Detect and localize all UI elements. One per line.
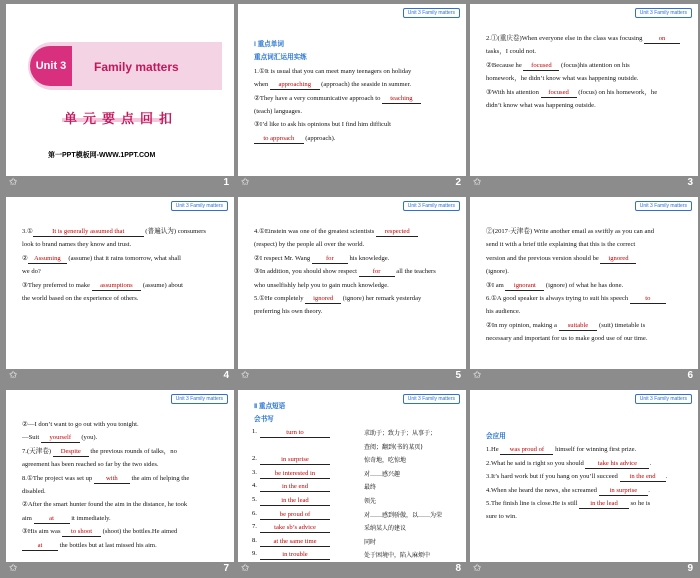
phrase-row <box>252 442 460 454</box>
unit-tag: Unit 3 Family matters <box>635 8 692 18</box>
star-icon[interactable]: ✩ <box>241 563 250 574</box>
answer-blank: focused <box>541 88 577 98</box>
exercise-line <box>254 118 458 131</box>
slide-footer <box>6 369 234 385</box>
slide-body <box>486 32 690 112</box>
exercise-line <box>254 265 458 278</box>
answer-blank: for <box>359 267 395 277</box>
slide-3[interactable] <box>470 4 698 176</box>
unit-tag: Unit 3 Family matters <box>171 394 228 404</box>
exercise-line <box>486 292 690 305</box>
answer-blank: take sb’s advice <box>260 523 330 533</box>
answer-blank: at the same time <box>260 537 330 547</box>
line-text: (focus) on his homework，he <box>576 88 658 96</box>
line-text: the bottles but at last missed his aim. <box>58 541 157 549</box>
phrase-meaning: 求助于；致力于；从事于； <box>364 430 437 437</box>
line-text: —Suit <box>22 434 41 442</box>
phrase-row <box>252 455 460 467</box>
exercise-line <box>486 86 690 99</box>
line-text: the previous rounds of talks，no <box>88 447 177 455</box>
phrase-meaning: 同时 <box>364 538 377 546</box>
exercise-line <box>22 238 226 251</box>
phrase-row <box>252 496 460 508</box>
slide-body <box>486 225 690 346</box>
phrase-meaning: 惊奇地，吃惊地 <box>364 457 407 465</box>
phrase-row <box>252 482 460 494</box>
line-text: when <box>254 81 270 89</box>
answer-blank: in the lead <box>260 496 330 506</box>
exercise-line <box>486 305 690 318</box>
phrase-meaning: 查阅；翻到(书的某页) <box>364 443 423 451</box>
line-text: ②In my opinion, making a <box>486 321 559 329</box>
exercise-line <box>486 238 690 251</box>
phrase-number: 8. <box>252 536 257 544</box>
line-text: necessary and important for us to make good use of our time. <box>486 335 648 343</box>
line-text: . <box>665 473 668 481</box>
line-text: (assume) that it rains tomorrow, what shall <box>66 254 181 262</box>
line-text: (普遍认为) consumers <box>143 228 206 235</box>
phrase-number: 4. <box>252 482 257 490</box>
answer-blank: take his advice <box>585 459 649 469</box>
line-text: (assume) about <box>141 281 183 289</box>
line-text: send it with a brief title explaining that this is the correct <box>486 241 636 249</box>
section-heading: Ⅱ 重点短语 <box>254 403 286 410</box>
line-text: (teach) languages. <box>254 108 302 116</box>
exercise-line <box>486 510 690 523</box>
slide-footer <box>238 562 466 578</box>
line-text: ③In addition, you should show respect <box>254 268 359 276</box>
slide-number: 2 <box>455 177 461 188</box>
exercise-line <box>486 470 690 483</box>
exercise-line <box>254 252 458 265</box>
answer-blank: in surprise <box>260 455 330 465</box>
line-text: 5.①He completely <box>254 295 306 303</box>
slide-6[interactable] <box>470 197 698 369</box>
line-text: ②(2017·天津卷) Write another email as swiftly as you can and <box>486 228 655 235</box>
star-icon[interactable]: ✩ <box>473 177 482 188</box>
phrase-row <box>252 469 460 481</box>
unit-tag: Unit 3 Family matters <box>403 394 460 404</box>
line-text: homework，he didn’t know what was happening outside. <box>486 75 639 83</box>
line-text: (respect) by the people all over the world. <box>254 241 365 249</box>
slide-footer <box>470 176 698 192</box>
line-text: it immediately. <box>69 514 111 522</box>
line-text: all the teachers <box>394 268 436 276</box>
exercise-line <box>486 279 690 292</box>
line-text: himself for winning first prize. <box>553 446 637 454</box>
section-title: 单元要点回扣 <box>64 112 179 127</box>
line-text: 3.① <box>22 228 33 235</box>
unit-tag: Unit 3 Family matters <box>171 201 228 211</box>
star-icon[interactable]: ✩ <box>9 177 18 188</box>
phrase-meaning: 采纳某人的建议 <box>364 525 407 533</box>
exercise-line <box>22 525 226 538</box>
answer-blank: ignored <box>305 294 341 304</box>
phrase-row <box>252 537 460 549</box>
star-icon[interactable]: ✩ <box>473 370 482 381</box>
slide-number: 6 <box>687 370 693 381</box>
answer-blank: at <box>22 541 58 551</box>
line-text: didn’t know what was happening outside. <box>486 102 596 110</box>
phrase-number: 7. <box>252 523 257 531</box>
site-credit: 第一PPT模板网-WWW.1PPT.COM <box>48 152 156 159</box>
exercise-line <box>486 225 690 238</box>
answer-blank: be proud of <box>260 510 330 520</box>
answer-blank: focused <box>523 61 559 71</box>
line-text: ③His aim was <box>22 528 63 536</box>
answer-blank: in the end <box>620 472 666 482</box>
line-text: 4.When she heard the news, she screamed <box>486 486 599 494</box>
line-text: (you). <box>79 434 98 442</box>
section-subheading: 会书写 <box>254 416 274 424</box>
line-text: ②—I don’t want to go out with you tonight. <box>22 421 139 428</box>
exercise-line <box>486 72 690 85</box>
exercise-line <box>486 457 690 470</box>
line-text: 1.He <box>486 446 501 454</box>
answer-blank: was proud of <box>500 445 553 455</box>
line-text: sure to win. <box>486 513 517 521</box>
line-text: his audience. <box>486 308 521 316</box>
section-subheading: 会应用 <box>486 433 506 440</box>
phrase-meaning: 处于困境中，陷入麻烦中 <box>364 552 431 560</box>
slide-number: 4 <box>223 370 229 381</box>
phrase-row <box>252 523 460 535</box>
line-text: we do? <box>22 268 41 276</box>
line-text: disabled. <box>22 488 46 496</box>
line-text: ③They preferred to make <box>22 281 92 289</box>
phrase-number: 9. <box>252 550 257 558</box>
line-text: so he is <box>628 500 651 508</box>
phrase-number: 6. <box>252 509 257 517</box>
exercise-line <box>254 292 458 305</box>
slide-9[interactable] <box>470 390 698 562</box>
exercise-line <box>22 418 226 431</box>
answer-blank: be interested in <box>260 469 330 479</box>
answer-blank: to shoot <box>62 527 101 537</box>
answer-blank: at <box>34 514 70 524</box>
slide-body <box>22 225 226 305</box>
answer-blank: in the lead <box>579 499 629 509</box>
slide-number: 8 <box>455 563 461 574</box>
slide-1[interactable] <box>6 4 234 176</box>
answer-blank: yourself <box>41 433 80 443</box>
answer-blank: ignorant <box>505 281 544 291</box>
exercise-line <box>254 238 458 251</box>
answer-blank: in the end <box>260 482 330 492</box>
exercise-line <box>486 319 690 332</box>
answer-blank: assumptions <box>92 281 142 291</box>
star-icon[interactable]: ✩ <box>241 177 250 188</box>
slide-footer <box>6 176 234 192</box>
line-text: 1.①It is usual that you can meet many teenagers on holiday <box>254 67 412 75</box>
line-text: (approach) the seaside in summer. <box>319 81 412 89</box>
slide-body <box>486 430 690 524</box>
line-text: (focus)his attention on his <box>559 61 630 69</box>
unit-badge: Unit 3 <box>30 46 72 86</box>
exercise-line <box>22 512 226 525</box>
section-subheading: 重点词汇运用实练 <box>254 54 307 62</box>
line-text: ③With his attention <box>486 88 541 96</box>
answer-blank: for <box>312 254 348 264</box>
exercise-line <box>22 485 226 498</box>
line-text: ②I respect Mr. Wang <box>254 254 312 262</box>
exercise-line <box>22 252 226 265</box>
phrase-meaning: 最终 <box>364 484 377 492</box>
phrase-row <box>252 510 460 522</box>
slide-5[interactable] <box>238 197 466 369</box>
exercise-line <box>22 498 226 511</box>
exercise-line <box>22 431 226 444</box>
exercise-line <box>254 305 458 318</box>
answer-blank: in trouble <box>260 550 330 560</box>
line-text: version and the previous version should be <box>486 254 601 262</box>
exercise-line <box>22 445 226 458</box>
line-text: preferring his own theory. <box>254 308 323 316</box>
exercise-line <box>22 472 226 485</box>
exercise-line <box>254 225 458 238</box>
slide-number: 7 <box>223 563 229 574</box>
answer-blank: ignored <box>600 254 636 264</box>
exercise-line <box>486 252 690 265</box>
phrase-meaning: 对……感到骄傲，以……为荣 <box>364 511 443 519</box>
slide-number: 1 <box>223 177 229 188</box>
line-text: ③I am <box>486 281 506 289</box>
answer-blank: respected <box>376 227 418 237</box>
line-text: tasks，I could not. <box>486 48 536 56</box>
unit-tag: Unit 3 Family matters <box>403 8 460 18</box>
exercise-line <box>486 443 690 456</box>
slide-footer <box>238 369 466 385</box>
line-text: ②They have a very communicative approach to <box>254 94 383 102</box>
line-text: (shoot) the bottles.He aimed <box>100 528 178 536</box>
answer-blank: to <box>630 294 666 304</box>
exercise-line <box>254 105 458 118</box>
line-text: 8.①The project was set up <box>22 474 94 482</box>
line-text: ③I’d like to ask his opinions but I find him difficult <box>254 121 391 129</box>
answer-blank: approaching <box>270 80 320 90</box>
line-text: . <box>649 459 652 467</box>
line-text: the world based on the experience of others. <box>22 295 139 303</box>
slide-number: 5 <box>455 370 461 381</box>
phrase-number: 1. <box>252 428 257 435</box>
exercise-line <box>254 78 458 91</box>
line-text: 3.It’s hard work but if you hang on you’ll succeed <box>486 473 620 481</box>
slide-2[interactable] <box>238 4 466 176</box>
phrase-row <box>252 550 460 562</box>
exercise-line <box>22 458 226 471</box>
slide-footer <box>470 562 698 578</box>
answer-blank: teaching <box>382 94 421 104</box>
exercise-line <box>254 132 458 145</box>
line-text: . <box>648 486 650 494</box>
answer-blank: Despite <box>53 447 89 457</box>
star-icon[interactable]: ✩ <box>473 563 482 574</box>
exercise-line <box>254 92 458 105</box>
line-text: (ignore) of what he has done. <box>544 281 624 289</box>
exercise-line <box>22 265 226 278</box>
answer-blank: turn to <box>260 428 330 438</box>
line-text: 5.The finish line is close.He is still <box>486 500 580 508</box>
slide-7[interactable] <box>6 390 234 562</box>
unit-tag: Unit 3 Family matters <box>635 394 692 404</box>
line-text: ②Because he <box>486 61 524 69</box>
slide-body <box>22 418 226 552</box>
slide-body <box>254 38 458 145</box>
star-icon[interactable]: ✩ <box>9 370 18 381</box>
line-text: ② <box>22 254 28 262</box>
slide-body <box>254 400 458 427</box>
exercise-line <box>486 265 690 278</box>
unit-tag: Unit 3 Family matters <box>403 201 460 211</box>
phrase-number: 3. <box>252 468 257 476</box>
phrase-meaning: 领先 <box>364 498 377 505</box>
exercise-line <box>22 225 226 238</box>
phrase-number: 2. <box>252 455 257 463</box>
slide-number: 3 <box>687 177 693 188</box>
slide-8[interactable] <box>238 390 466 562</box>
phrase-meaning: 对……感兴趣 <box>364 470 401 478</box>
line-text: 2.①(重庆卷)When everyone else in the class was focusing <box>486 35 645 42</box>
slide-footer <box>6 562 234 578</box>
line-text: who unselfishly help you to gain much knowledge. <box>254 281 389 289</box>
exercise-line <box>486 99 690 112</box>
line-text: agreement has been reached so far by the two sides. <box>22 461 159 469</box>
answer-blank: suitable <box>559 321 598 331</box>
slide-footer <box>470 369 698 385</box>
answer-blank: Assuming <box>28 254 67 264</box>
line-text: (ignore) her remark yesterday <box>341 295 422 303</box>
exercise-line <box>486 332 690 345</box>
unit-tag: Unit 3 Family matters <box>635 201 692 211</box>
star-icon[interactable]: ✩ <box>9 563 18 574</box>
line-text: 4.①Einstein was one of the greatest scientists <box>254 228 377 235</box>
line-text: 6.①A good speaker is always trying to suit his speech <box>486 295 630 303</box>
phrase-number: 5. <box>252 496 257 503</box>
exercise-line <box>486 32 690 45</box>
exercise-line <box>486 484 690 497</box>
line-text: aim <box>22 514 34 522</box>
slide-4[interactable] <box>6 197 234 369</box>
line-text: (suit) timetable is <box>597 321 646 329</box>
exercise-line <box>254 279 458 292</box>
slide-number: 9 <box>687 563 693 574</box>
exercise-line <box>486 497 690 510</box>
answer-blank: to approach <box>254 134 304 144</box>
exercise-line <box>22 279 226 292</box>
line-text: 2.What he said is right so you should <box>486 459 586 467</box>
line-text: ②After the smart hunter found the aim in the distance, he took <box>22 501 188 509</box>
line-text: the aim of helping the <box>129 474 190 482</box>
answer-blank: on <box>644 34 680 44</box>
star-icon[interactable]: ✩ <box>241 370 250 381</box>
exercise-line <box>22 292 226 305</box>
line-text: (approach). <box>303 134 336 142</box>
answer-blank: It is generally assumed that <box>33 227 144 237</box>
section-heading: Ⅰ 重点单词 <box>254 41 284 48</box>
exercise-line <box>254 65 458 78</box>
line-text: look to brand names they know and trust. <box>22 241 132 249</box>
exercise-line <box>486 59 690 72</box>
answer-blank: with <box>94 474 130 484</box>
exercise-line <box>22 539 226 552</box>
line-text: his knowledge. <box>347 254 390 262</box>
line-text: 7.(天津卷) <box>22 447 53 455</box>
slide-body <box>254 225 458 319</box>
line-text: (ignore). <box>486 268 509 276</box>
phrase-row <box>252 428 460 440</box>
answer-blank: in surprise <box>599 486 649 496</box>
slide-title: Family matters <box>94 60 179 74</box>
exercise-line <box>486 45 690 58</box>
slide-footer <box>238 176 466 192</box>
